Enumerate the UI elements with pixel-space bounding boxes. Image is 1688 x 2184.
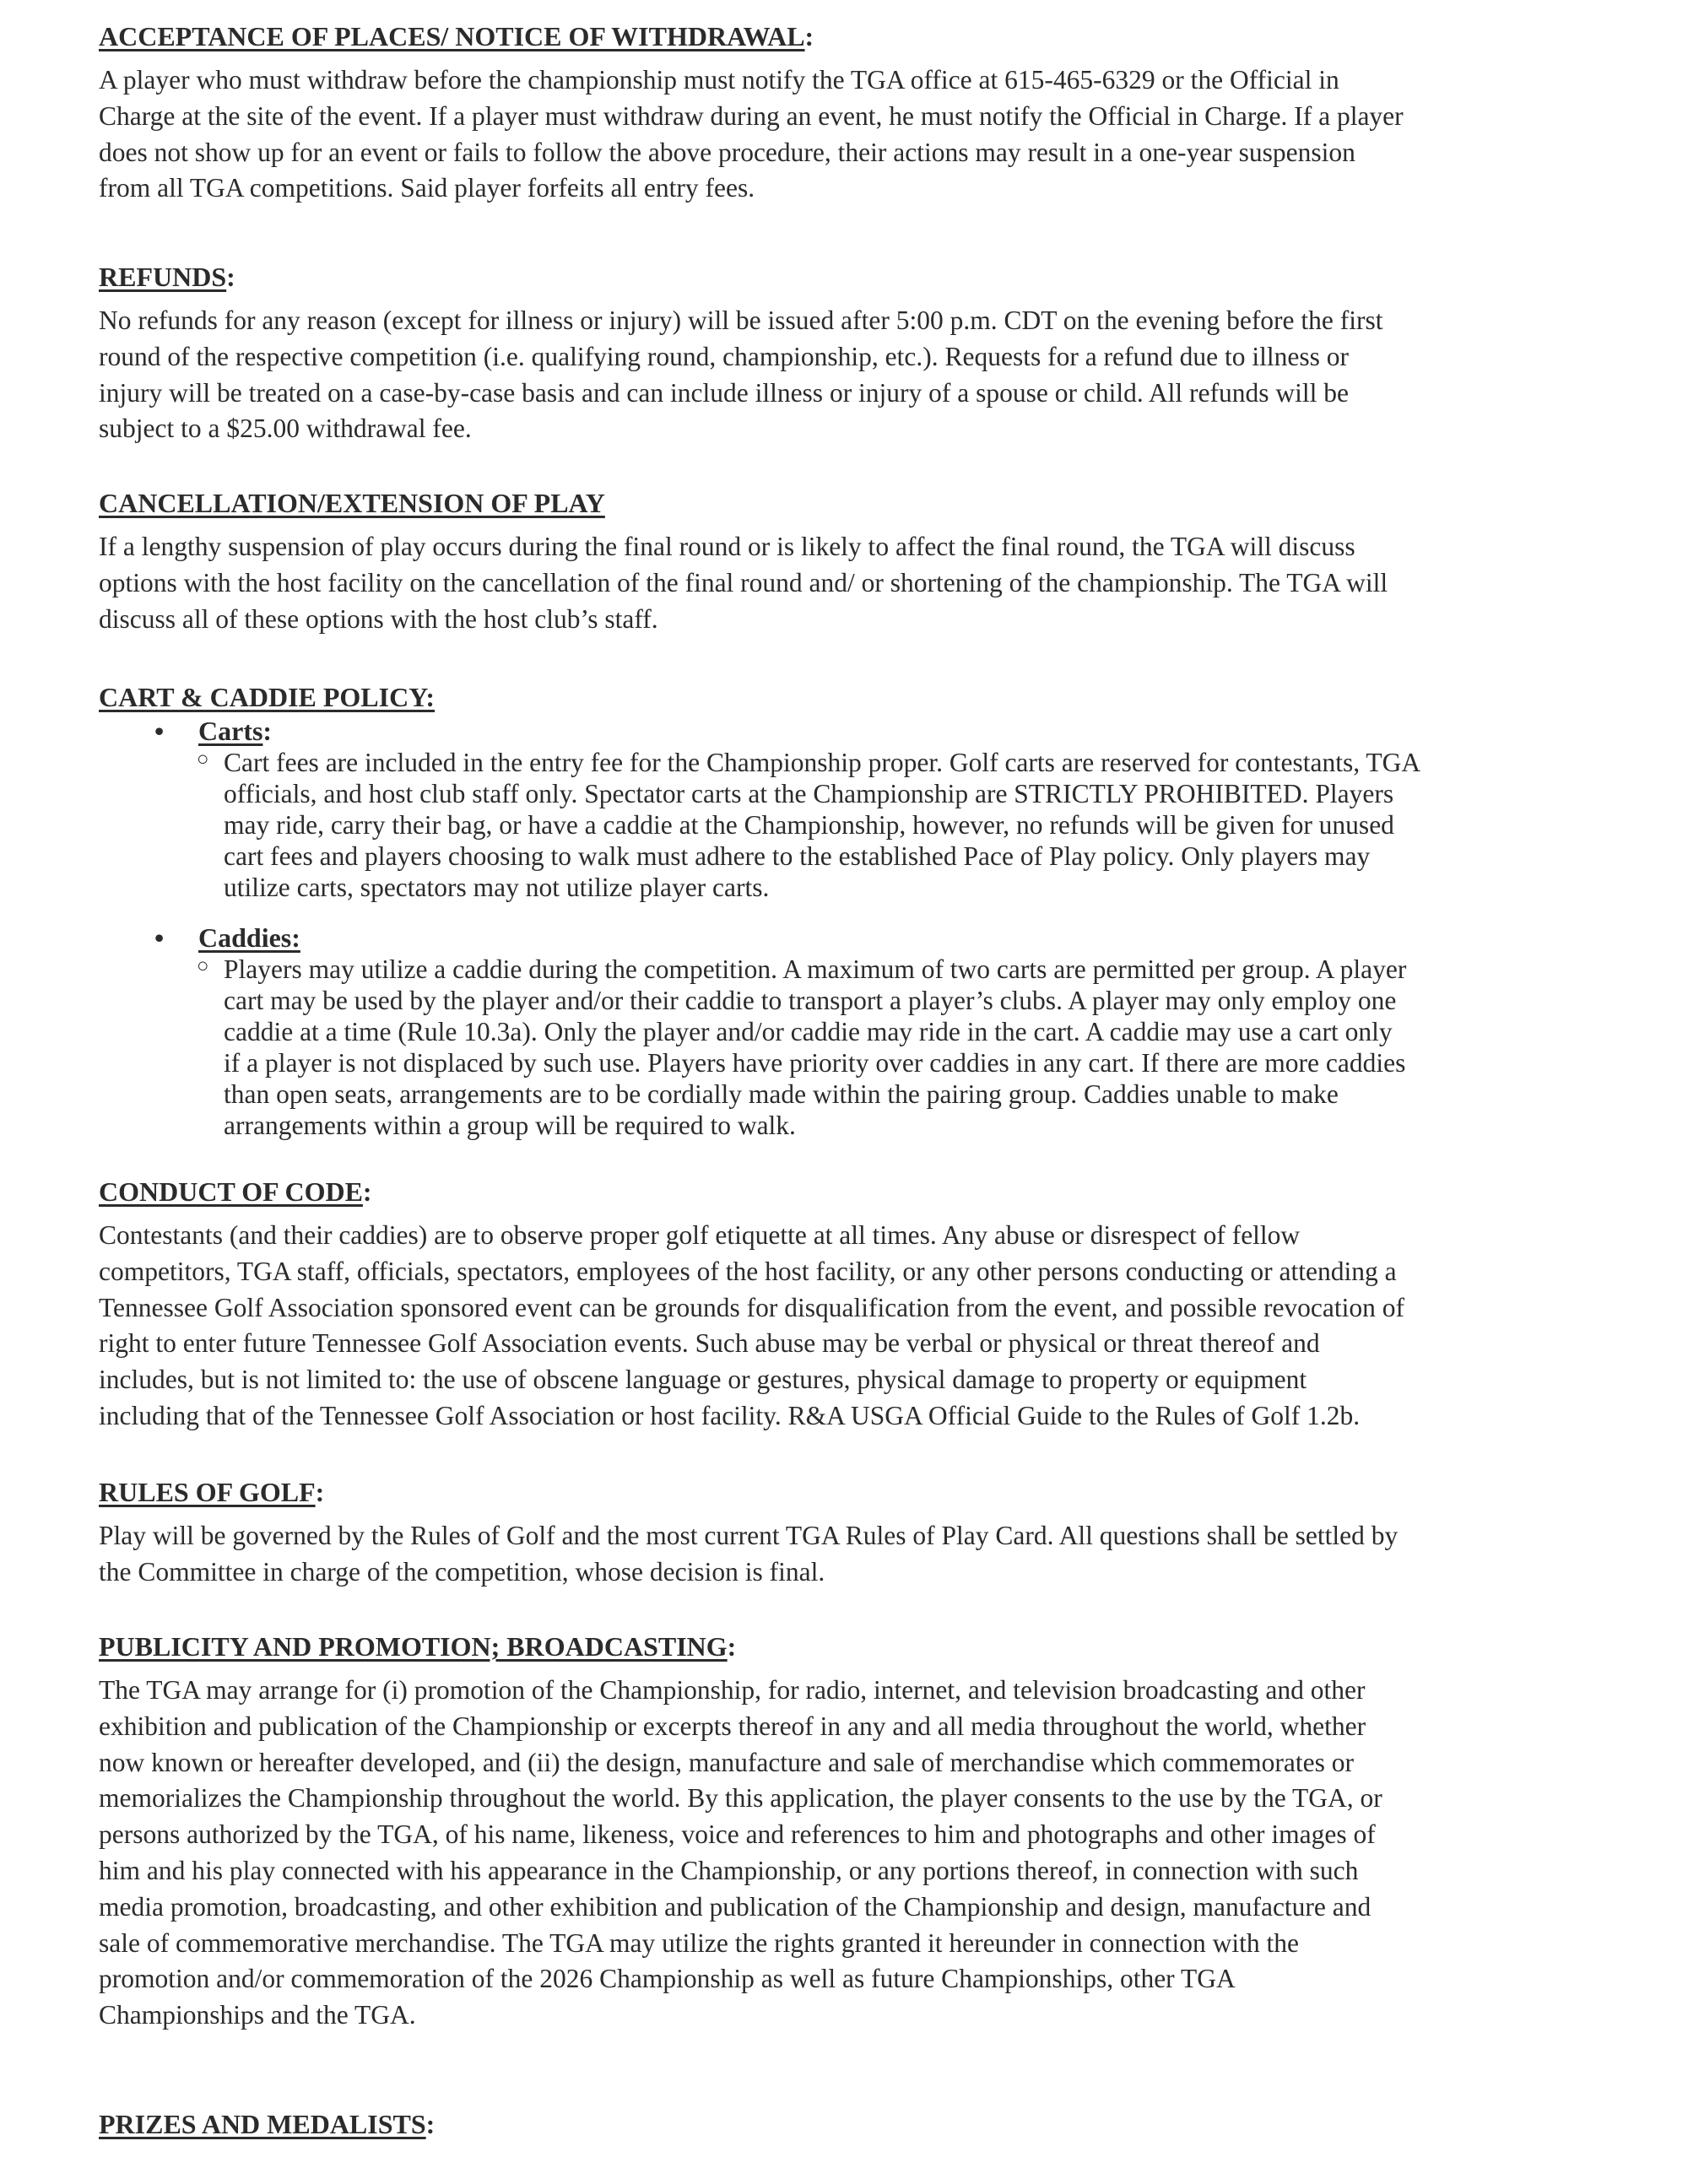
text-line: does not show up for an event or fails to follow the above procedure, their actions may result in a one-year suspension <box>99 137 1355 167</box>
heading-suffix: : <box>362 1176 372 1207</box>
text-line: injury will be treated on a case-by-case basis and can include illness or injury of a spouse or child. All refunds will be <box>99 377 1349 408</box>
text-line: him and his play connected with his appearance in the Championship, or any portions thereof, in connection with such <box>99 1855 1359 1885</box>
section-heading <box>99 485 1388 522</box>
section-heading <box>99 2106 435 2143</box>
text-line: cart may be used by the player and/or their caddie to transport a player’s clubs. A player may only employ one <box>224 986 1397 1015</box>
text-line: now known or hereafter developed, and (ii) the design, manufacture and sale of merchandise which commemorates or <box>99 1747 1354 1777</box>
text-line: including that of the Tennessee Golf Association or host facility. R&A USGA Official Guide to the Rules of Golf 1.2b. <box>99 1400 1361 1430</box>
text-line: right to enter future Tennessee Golf Association events. Such abuse may be verbal or physical or threat thereof and <box>99 1328 1320 1359</box>
text-line: The TGA may arrange for (i) promotion of the Championship, for radio, internet, and television broadcasting and other <box>99 1675 1366 1705</box>
heading-text: CART & CADDIE POLICY: <box>99 682 436 712</box>
text-line: arrangements within a group will be required to walk. <box>224 1111 796 1140</box>
bullet-icon: • <box>154 922 165 953</box>
bullet-item-carts <box>154 713 273 749</box>
text-line: Championships and the TGA. <box>99 2000 416 2030</box>
bullet-label: Caddies: <box>198 922 300 953</box>
heading-text: CANCELLATION/EXTENSION OF PLAY <box>99 488 605 518</box>
section-paragraph <box>99 62 1404 207</box>
heading-suffix: : <box>727 1631 737 1662</box>
text-line: Players may utilize a caddie during the competition. A maximum of two carts are permitted per group. A player <box>224 954 1407 984</box>
text-line: round of the respective competition (i.e. qualifying round, championship, etc.). Requests for a refund due to illness or <box>99 341 1349 371</box>
heading-suffix: : <box>315 1477 325 1507</box>
text-line: Charge at the site of the event. If a player must withdraw during an event, he must notify the Official in Charge. If a player <box>99 100 1404 131</box>
text-line: the Committee in charge of the competition, whose decision is final. <box>99 1556 825 1587</box>
heading-text: REFUNDS <box>99 262 227 292</box>
bullet-label: Carts <box>198 716 263 746</box>
heading-suffix: : <box>425 2109 436 2139</box>
heading-text: ACCEPTANCE OF PLACES/ NOTICE OF WITHDRAWAL <box>99 21 805 51</box>
heading-suffix: : <box>804 21 814 51</box>
bullet-suffix: : <box>262 716 273 746</box>
section-7 <box>99 2106 435 2150</box>
text-line: cart fees and players choosing to walk must adhere to the established Pace of Play policy. Only players may <box>224 841 1371 871</box>
section-paragraph <box>99 529 1388 637</box>
text-line: if a player is not displaced by such use. Players have priority over caddies in any cart. If there are more caddies <box>224 1048 1406 1078</box>
section-heading <box>99 1174 1404 1210</box>
text-line: options with the host facility on the cancellation of the final round and/ or shortening of the championship. The TGA will <box>99 567 1388 597</box>
text-line: Play will be governed by the Rules of Golf and the most current TGA Rules of Play Card. All questions shall be settled by <box>99 1521 1399 1550</box>
text-line: sale of commemorative merchandise. The TGA may utilize the rights granted it hereunder in connection with the <box>99 1927 1300 1958</box>
section-paragraph <box>99 1218 1404 1435</box>
text-line: promotion and/or commemoration of the 2026 Championship as well as future Championships, other TGA <box>99 1964 1236 1994</box>
text-line: If a lengthy suspension of play occurs during the final round or is likely to affect the final round, the TGA will discuss <box>99 532 1355 561</box>
circle-bullet-icon: ○ <box>197 749 209 770</box>
text-line: utilize carts, spectators may not utilize player carts. <box>224 873 770 902</box>
section-paragraph <box>99 1673 1382 2034</box>
circle-bullet-icon: ○ <box>197 955 209 977</box>
section-6 <box>99 1629 1382 2034</box>
section-0 <box>99 19 1404 207</box>
heading-text: PRIZES AND MEDALISTS <box>99 2109 426 2139</box>
text-line: media promotion, broadcasting, and other exhibition and publication of the Championship and design, manufacture and <box>99 1891 1372 1922</box>
text-line: No refunds for any reason (except for illness or injury) will be issued after 5:00 p.m. CDT on the evening before the first <box>99 305 1383 335</box>
text-line: Contestants (and their caddies) are to observe proper golf etiquette at all times. Any abuse or disrespect of fellow <box>99 1220 1301 1250</box>
section-1 <box>99 259 1383 447</box>
text-line: officials, and host club staff only. Spectator carts at the Championship are STRICTLY PROHIBITED. Players <box>224 779 1394 808</box>
text-line: caddie at a time (Rule 10.3a). Only the player and/or caddie may ride in the cart. A caddie may use a cart only <box>224 1017 1393 1046</box>
section-5 <box>99 1474 1398 1591</box>
heading-suffix: : <box>226 262 235 292</box>
section-heading <box>99 679 435 716</box>
section-heading <box>99 259 1383 295</box>
bullet-icon: • <box>154 716 165 746</box>
section-heading <box>99 19 1404 55</box>
section-heading <box>99 1474 1398 1511</box>
heading-text: CONDUCT OF CODE <box>99 1176 363 1207</box>
sub-bullet-1 <box>197 954 1407 1141</box>
heading-text: RULES OF GOLF <box>99 1477 316 1507</box>
text-line: subject to a $25.00 withdrawal fee. <box>99 414 472 444</box>
section-2 <box>99 485 1388 637</box>
text-line: Tennessee Golf Association sponsored event can be grounds for disqualification from the event, and possible revocation of <box>99 1292 1405 1322</box>
section-paragraph <box>99 303 1383 447</box>
text-line: competitors, TGA staff, officials, spectators, employees of the host facility, or any other persons conducting or attending a <box>99 1256 1397 1286</box>
text-line: includes, but is not limited to: the use of obscene language or gestures, physical damage to property or equipment <box>99 1365 1307 1395</box>
sub-bullet-0 <box>197 747 1421 903</box>
text-line: than open seats, arrangements are to be cordially made within the pairing group. Caddies unable to make <box>224 1079 1339 1109</box>
text-line: may ride, carry their bag, or have a caddie at the Championship, however, no refunds will be given for unused <box>224 810 1394 840</box>
heading-text: PUBLICITY AND PROMOTION; BROADCASTING <box>99 1631 728 1662</box>
section-heading <box>99 1629 1382 1665</box>
text-line: discuss all of these options with the host club’s staff. <box>99 603 658 634</box>
text-line: persons authorized by the TGA, of his name, likeness, voice and references to him and photographs and other images of <box>99 1819 1376 1850</box>
text-line: memorializes the Championship throughout the world. By this application, the player consents to the use by the TGA, or <box>99 1783 1382 1814</box>
text-line: from all TGA competitions. Said player forfeits all entry fees. <box>99 173 755 203</box>
text-line: exhibition and publication of the Championship or excerpts thereof in any and all media throughout the world, whether <box>99 1711 1366 1741</box>
section-paragraph <box>99 1518 1398 1591</box>
section-4 <box>99 1174 1404 1435</box>
text-line: Cart fees are included in the entry fee for the Championship proper. Golf carts are reserved for contestants, TGA <box>224 748 1421 777</box>
text-line: A player who must withdraw before the championship must notify the TGA office at 615-465-6329 or the Official in <box>99 65 1339 95</box>
bullet-item-caddies <box>154 920 300 956</box>
